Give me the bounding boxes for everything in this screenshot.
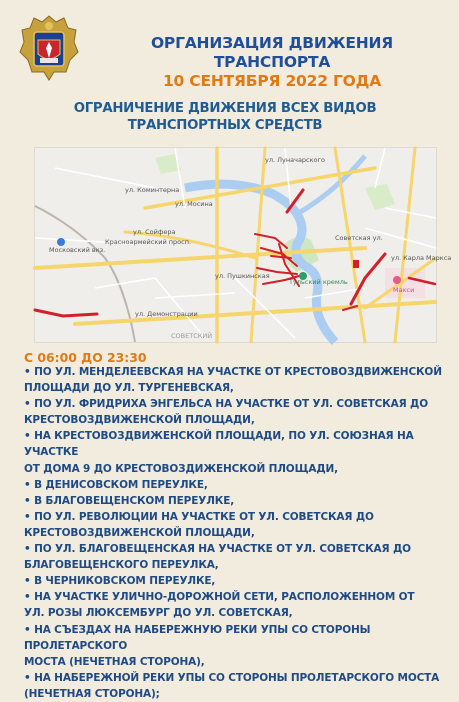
map-label-karla-marksa: ул. Карла Маркса	[391, 254, 452, 262]
map-label-sovetskaya: Советская ул.	[335, 234, 383, 242]
list-item: • В ДЕНИСОВСКОМ ПЕРЕУЛКЕ,	[24, 478, 208, 491]
map-label-kominterna: ул. Коминтерна	[125, 186, 180, 194]
list-item: УЛ. РОЗЫ ЛЮКСЕМБУРГ ДО УЛ. СОВЕТСКАЯ,	[24, 607, 293, 620]
list-item: КРЕСТОВОЗДВИЖЕНСКОЙ ПЛОЩАДИ,	[24, 526, 255, 539]
list-item: • НА СЪЕЗДАХ НА НАБЕРЕЖНУЮ РЕКИ УПЫ СО СТОРОНЫ ПРОЛЕТАРСКОГО	[24, 623, 371, 652]
emblem-logo	[18, 14, 80, 82]
time-range: С 06:00 ДО 23:30	[24, 350, 147, 365]
map-label-kremlin: Тульский кремль	[289, 278, 348, 286]
list-item: КРЕСТОВОЗДВИЖЕНСКОЙ ПЛОЩАДИ,	[24, 414, 255, 427]
list-item: • НА УЧАСТКЕ УЛИЧНО-ДОРОЖНОЙ СЕТИ, РАСПОЛОЖЕННОМ ОТ	[24, 591, 415, 604]
list-item: ПЛОЩАДИ ДО УЛ. ТУРГЕНЕВСКАЯ,	[24, 382, 234, 395]
list-item: • В БЛАГОВЕЩЕНСКОМ ПЕРЕУЛКЕ,	[24, 494, 235, 507]
list-item: МОСТА (НЕЧЕТНАЯ СТОРОНА),	[24, 655, 205, 668]
list-item: • ПО УЛ. МЕНДЕЛЕЕВСКАЯ НА УЧАСТКЕ ОТ КРЕСТОВОЗДВИЖЕНСКОЙ	[24, 366, 442, 378]
list-item: • ПО УЛ. РЕВОЛЮЦИИ НА УЧАСТКЕ ОТ УЛ. СОВЕТСКАЯ ДО	[24, 510, 374, 523]
subtitle-line-1: ОГРАНИЧЕНИЕ ДВИЖЕНИЯ ВСЕХ ВИДОВ	[73, 101, 377, 116]
section-subtitle	[60, 100, 390, 134]
map-label-mosina: ул. Мосина	[175, 200, 213, 208]
map-label-demonstratsii: ул. Демонстрации	[135, 310, 198, 318]
list-item: БЛАГОВЕЩЕНСКОГО ПЕРЕУЛКА,	[24, 559, 219, 572]
list-item: (НЕЧЕТНАЯ СТОРОНА);	[24, 687, 160, 700]
map-label-moskovsky: Московский вкз.	[49, 246, 106, 254]
title-line: ОРГАНИЗАЦИЯ ДВИЖЕНИЯ ТРАНСПОРТА	[150, 34, 394, 71]
restrictions-list	[24, 364, 452, 702]
map-label-soyfera: ул. Сойфера	[133, 228, 176, 236]
map-label-krasnoarmeysky: Красноармейский просп.	[105, 238, 192, 246]
title-date: 10 СЕНТЯБРЯ 2022 ГОДА	[162, 72, 382, 90]
restriction-marker	[353, 260, 359, 268]
list-item: • НА НАБЕРЕЖНОЙ РЕКИ УПЫ СО СТОРОНЫ ПРОЛЕТАРСКОГО МОСТА	[24, 671, 440, 684]
map-label-maxi: Макси	[393, 286, 415, 294]
map-label-pushkinskaya: ул. Пушкинская	[215, 272, 270, 280]
page-title	[92, 34, 452, 91]
list-item: • В ЧЕРНИКОВСКОМ ПЕРЕУЛКЕ,	[24, 575, 216, 588]
map-label-sovetsky: СОВЕТСКИЙ	[171, 332, 213, 340]
subtitle-line-2: ТРАНСПОРТНЫХ СРЕДСТВ	[127, 118, 323, 133]
list-item: • ПО УЛ. ФРИДРИХА ЭНГЕЛЬСА НА УЧАСТКЕ ОТ УЛ. СОВЕТСКАЯ ДО	[24, 398, 428, 411]
list-item: • ПО УЛ. БЛАГОВЕЩЕНСКАЯ НА УЧАСТКЕ ОТ УЛ. СОВЕТСКАЯ ДО	[24, 543, 411, 556]
list-item: ОТ ДОМА 9 ДО КРЕСТОВОЗДИЖЕНСКОЙ ПЛОЩАДИ,	[24, 462, 338, 475]
map-label-lunacharskogo: ул. Луначарского	[265, 156, 325, 164]
list-item: • НА КРЕСТОВОЗДВИЖЕНСКОЙ ПЛОЩАДИ, ПО УЛ. СОЮЗНАЯ НА УЧАСТКЕ	[24, 430, 414, 459]
restriction-map[interactable]	[34, 147, 452, 343]
